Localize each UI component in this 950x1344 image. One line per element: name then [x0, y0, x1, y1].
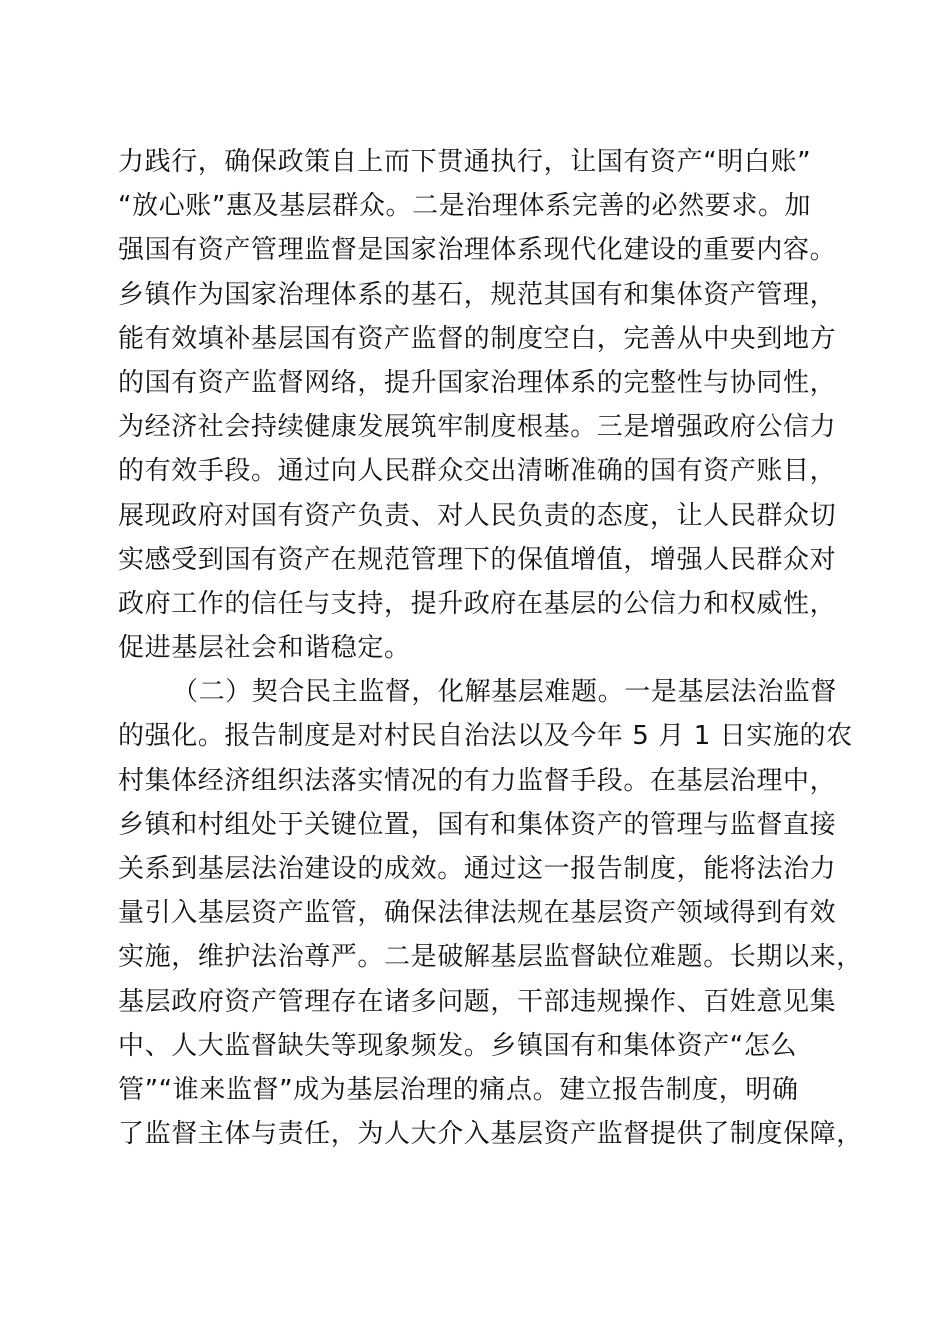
text-line: 强国有资产管理监督是国家治理体系现代化建设的重要内容。	[118, 235, 837, 266]
text-line: 为经济社会持续健康发展筑牢制度根基。三是增强政府公信力	[118, 412, 837, 443]
section-heading-line: （二）契合民主监督，化解基层难题。一是基层法治监督	[172, 677, 838, 708]
text-line: 展现政府对国有资产负责、对人民负责的态度，让人民群众切	[118, 500, 837, 531]
text-line: 的国有资产监督网络，提升国家治理体系的完整性与协同性，	[118, 367, 837, 398]
text-line: 乡镇和村组处于关键位置，国有和集体资产的管理与监督直接	[118, 809, 837, 840]
text-line: 实感受到国有资产在规范管理下的保值增值，增强人民群众对	[118, 544, 837, 575]
text-line: 中、人大监督缺失等现象频发。乡镇国有和集体资产“怎么	[118, 1030, 798, 1061]
text-line: 管”“谁来监督”成为基层治理的痛点。建立报告制度，明确	[118, 1074, 799, 1105]
text-line: 力践行，确保政策自上而下贯通执行，让国有资产“明白账”	[118, 147, 812, 177]
text-line: 实施，维护法治尊严。二是破解基层监督缺位难题。长期以来，	[118, 942, 863, 973]
text-line: 的强化。报告制度是对村民自治法以及今年 5 月 1 日实施的农	[118, 721, 853, 752]
text-line: 政府工作的信任与支持，提升政府在基层的公信力和权威性，	[118, 588, 837, 619]
text-line: “放心账”惠及基层群众。二是治理体系完善的必然要求。加	[118, 191, 812, 222]
text-line: 关系到基层法治建设的成效。通过这一报告制度，能将法治力	[118, 854, 837, 884]
text-line: 量引入基层资产监管，确保法律法规在基层资产领域得到有效	[118, 898, 837, 929]
text-line: 乡镇作为国家治理体系的基石，规范其国有和集体资产管理，	[118, 279, 837, 310]
text-line: 村集体经济组织法落实情况的有力监督手段。在基层治理中，	[118, 765, 837, 796]
text-line: 促进基层社会和谐稳定。	[118, 633, 411, 664]
text-line: 了监督主体与责任，为人大介入基层资产监督提供了制度保障，	[118, 1119, 863, 1150]
text-line: 的有效手段。通过向人民群众交出清晰准确的国有资产账目，	[118, 456, 837, 487]
body-text	[118, 140, 863, 1156]
text-line: 能有效填补基层国有资产监督的制度空白，完善从中央到地方	[118, 323, 837, 354]
text-line: 基层政府资产管理存在诸多问题，干部违规操作、百姓意见集	[118, 986, 837, 1017]
